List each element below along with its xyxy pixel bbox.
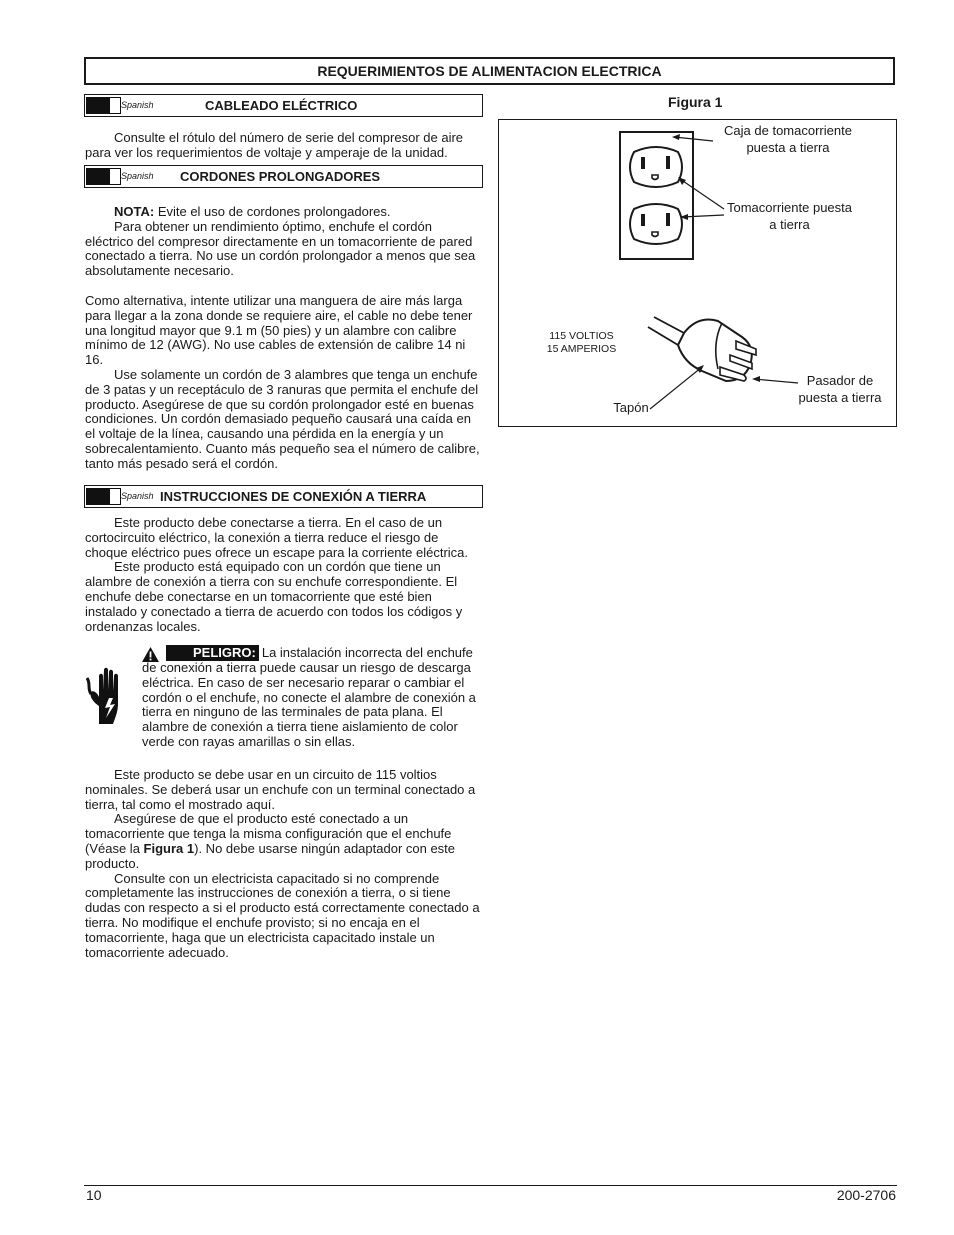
danger-notice: PELIGRO: La instalación incorrecta del enchufe de conexión a tierra puede causar un riesgo de descarga eléctrica. En caso de ser necesario reparar o cambiar el cordón o el enchufe, no conecte el alambre de conexión a tierra en ninguno de las terminales de pata plana. El alambre de conexión a tierra tiene aislamiento de color verde con rayas amarillas o sin ellas.: [142, 645, 476, 749]
section-header-grounding: Spanish INSTRUCCIONES DE CONEXIÓN A TIERRA: [84, 485, 483, 508]
document-number: 200-2706: [836, 1187, 896, 1203]
section-title-cords: CORDONES PROLONGADORES: [180, 169, 381, 184]
receptacle-bottom: [630, 204, 682, 244]
label-plug: Tapón: [613, 400, 649, 415]
label-ground-pin: Pasador de puesta a tierra: [798, 373, 882, 405]
receptacle-top: [630, 147, 682, 187]
section-tab-icon: [86, 488, 121, 505]
footer-divider: [84, 1185, 897, 1186]
section-header-wiring: Spanish CABLEADO ELÉCTRICO: [84, 94, 483, 117]
label-grounded-outlet: Tomacorriente puesta a tierra: [726, 200, 852, 232]
electric-shock-hand-icon: [85, 666, 133, 726]
section-title-grounding: INSTRUCCIONES DE CONEXIÓN A TIERRA: [160, 489, 427, 504]
section-title-wiring: CABLEADO ELÉCTRICO: [205, 98, 358, 113]
section-tab-icon: [86, 97, 121, 114]
figure-title: Figura 1: [668, 94, 723, 110]
cords-text: NOTA: Evite el uso de cordones prolongadores. Para obtener un rendimiento óptimo, enchufe el cordón eléctrico del compresor directamente en un tomacorriente de pared conectado a tierra. No use un cordón prolongador a menos que sea absolutamente necesario. Como alternativa, intente utilizar una manguera de aire más larga para llegar a la zona donde se requiere aire, el cable no debe tener una longitud mayor que 9.1 m (50 pies) y un alambre con calibre mínimo de 12 (AWG). No use cables de extensión de calibre 14 ni 16. Use solamente un cordón de 3 alambres que tenga un enchufe de 3 patas y un receptáculo de 3 ranuras que permita el enchufe del producto. Asegúrese de que su cordón prolongador esté en buenas condiciones. Un cordón demasiado pequeño causará una caída en el voltaje de la línea, causando una pérdida en la energía y un sobrecalentamiento. Cuanto más pequeño sea el número de calibre, tanto más pesado será el cordón.: [85, 204, 480, 471]
label-outlet-box: Caja de tomacorriente puesta a tierra: [724, 123, 852, 155]
figure-reference: Figura 1: [143, 840, 195, 856]
wiring-text: Consulte el rótulo del número de serie del compresor de aire para ver los requerimientos de voltaje y amperaje de la unidad.: [85, 130, 464, 160]
note: NOTA: Evite el uso de cordones prolongadores.: [114, 204, 391, 219]
grounding-text-b: Este producto se debe usar en un circuito de 115 voltios nominales. Se deberá usar un enchufe con un terminal conectado a tierra, tal como el mostrado aquí. Asegúrese de que el producto esté conectado a un tomacorriente que tenga la misma configuración que el enchufe (Véase la Figura 1). No debe usarse ningún adaptador con este producto. Consulte con un electricista capacitado si no comprende completamente las instrucciones de conexión a tierra, o si tiene dudas con respecto a si el producto está correctamente conectado a tierra. No modifique el enchufe provisto; si no encaja en el tomacorriente, haga que un electricista capacitado instale un tomacorriente adecuado.: [85, 767, 480, 960]
danger-badge: PELIGRO:: [166, 645, 259, 661]
label-rating: 115 VOLTIOS 15 AMPERIOS: [546, 330, 617, 355]
page-number: 10: [86, 1187, 102, 1203]
section-tab-icon: [86, 168, 121, 185]
section-header-cords: Spanish CORDONES PROLONGADORES: [84, 165, 483, 188]
page-title: REQUERIMIENTOS DE ALIMENTACION ELECTRICA: [84, 57, 895, 85]
grounding-text-a: Este producto debe conectarse a tierra. En el caso de un cortocircuito eléctrico, la conexión a tierra reduce el riesgo de choque eléctrico pues ofrece un escape para la corriente eléctrica. Este producto está equipado con un cordón que tiene un alambre de conexión a tierra con su enchufe correspondiente. El enchufe debe conectarse en un tomacorriente que esté bien instalado y conectado a tierra de acuerdo con todos los códigos y ordenanzas locales.: [85, 515, 468, 634]
